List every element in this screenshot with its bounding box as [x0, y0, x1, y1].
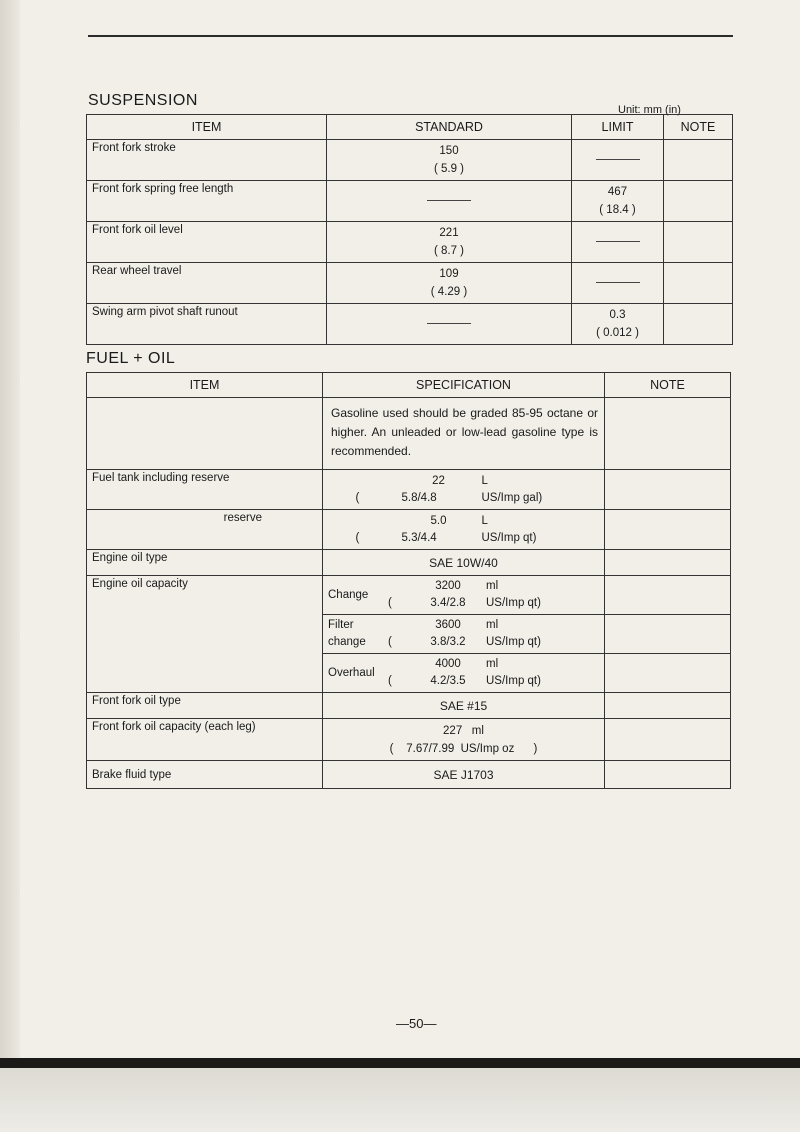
spec-unit-alt: US/Imp qt): [486, 597, 541, 609]
note-cell: [605, 693, 731, 719]
suspension-title: SUSPENSION: [88, 92, 198, 109]
spec-paren: (: [388, 636, 392, 648]
note-cell: [605, 615, 731, 654]
spec-unit-alt: US/Imp gal): [481, 492, 543, 504]
table-row: [87, 470, 731, 510]
sub-label: change: [328, 636, 366, 648]
spec-value-alt: 3.8/3.2: [430, 636, 466, 648]
standard-value: 221: [439, 227, 459, 239]
spec-paren: (: [388, 597, 392, 609]
spec-paren: (: [355, 532, 360, 544]
no-value-dash: [427, 323, 471, 324]
sub-label: Overhaul: [328, 666, 375, 679]
spec-value-alt: 5.3/4.4: [401, 532, 437, 544]
gasoline-note: Gasoline used should be graded 85-95 octane or higher. An unleaded or low-lead gasoline type is recommended.: [323, 398, 605, 470]
note-cell: [605, 654, 731, 693]
col-header-standard: STANDARD: [327, 115, 572, 140]
spec-value: 22: [432, 475, 445, 487]
no-value-dash: [427, 200, 471, 201]
note-cell: [664, 222, 733, 263]
standard-value-in: ( 4.29 ): [430, 286, 468, 298]
col-header-item: ITEM: [87, 373, 323, 398]
standard-value-in: ( 5.9 ): [433, 163, 465, 175]
suspension-table: [86, 114, 733, 345]
col-header-note: NOTE: [605, 373, 731, 398]
table-row: [87, 140, 733, 181]
fuel-oil-title: FUEL + OIL: [86, 350, 176, 367]
table-row: [87, 761, 731, 789]
note-cell: [605, 576, 731, 615]
limit-value: 467: [607, 186, 628, 198]
table-row: [87, 576, 731, 615]
standard-value: 150: [439, 145, 459, 157]
spec-paren: (: [388, 675, 392, 687]
limit-value: 0.3: [609, 309, 626, 321]
table-row: [87, 181, 733, 222]
item-cell: Rear wheel travel: [87, 263, 327, 304]
unit-label: Unit: mm (in): [618, 104, 681, 116]
spec-value: 3200: [435, 580, 461, 592]
header-rule: [88, 35, 733, 37]
note-cell: [664, 140, 733, 181]
spec-value-alt: 3.4/2.8: [430, 597, 466, 609]
spec-unit-alt: US/Imp qt): [481, 532, 537, 544]
note-cell: [605, 398, 731, 470]
no-value-dash: [596, 241, 640, 242]
item-cell: [87, 398, 323, 470]
item-cell: Front fork oil level: [87, 222, 327, 263]
spec-value: 227 ml: [443, 725, 484, 737]
fuel-oil-table: [86, 372, 731, 789]
spec-cell: SAE J1703: [323, 761, 605, 789]
note-cell: [664, 181, 733, 222]
standard-value-in: ( 8.7 ): [433, 245, 465, 257]
spec-value-alt: ( 7.67/7.99 US/Imp oz ): [389, 743, 538, 755]
table-row: [87, 693, 731, 719]
note-cell: [605, 510, 731, 550]
note-cell: [664, 263, 733, 304]
item-cell: Swing arm pivot shaft runout: [87, 304, 327, 345]
spec-unit-alt: US/Imp qt): [486, 675, 541, 687]
table-row: [87, 550, 731, 576]
limit-value-in: ( 0.012 ): [596, 327, 639, 339]
col-header-note: NOTE: [664, 115, 733, 140]
table-row: [87, 719, 731, 761]
limit-value-in: ( 18.4 ): [599, 204, 636, 216]
note-cell: [605, 470, 731, 510]
note-cell: [664, 304, 733, 345]
spec-unit: ml: [486, 619, 499, 631]
note-cell: [605, 550, 731, 576]
page-number: —50—: [396, 1016, 437, 1031]
page-gutter: [0, 0, 20, 1058]
oil-filter-change-spec: [328, 617, 599, 651]
item-cell: Front fork oil capacity (each leg): [87, 719, 323, 761]
table-row: [87, 222, 733, 263]
spec-value: 3600: [435, 619, 461, 631]
note-cell: [605, 761, 731, 789]
spec-cell: SAE 10W/40: [323, 550, 605, 576]
spec-value: 5.0: [430, 515, 447, 527]
reserve-spec: [328, 513, 599, 547]
spec-unit-alt: US/Imp qt): [486, 636, 541, 648]
spec-value-alt: 4.2/3.5: [430, 675, 466, 687]
no-value-dash: [596, 159, 640, 160]
next-page-edge: [0, 1068, 800, 1132]
item-cell: reserve: [87, 510, 323, 550]
item-cell: Front fork oil type: [87, 693, 323, 719]
spec-paren: (: [355, 492, 360, 504]
sub-label: Filter: [328, 619, 354, 631]
table-row: [87, 263, 733, 304]
item-cell: Front fork spring free length: [87, 181, 327, 222]
spec-value-alt: 5.8/4.8: [401, 492, 437, 504]
item-cell: Front fork stroke: [87, 140, 327, 181]
fuel-tank-spec: [328, 473, 599, 507]
col-header-limit: LIMIT: [572, 115, 664, 140]
item-cell: Engine oil type: [87, 550, 323, 576]
oil-overhaul-spec: [328, 656, 599, 690]
spec-unit: L: [481, 515, 488, 527]
standard-value: 109: [439, 268, 459, 280]
table-row: [87, 304, 733, 345]
oil-change-spec: [328, 578, 599, 612]
item-cell: Brake fluid type: [87, 761, 323, 789]
spec-unit: ml: [486, 580, 499, 592]
item-cell: Engine oil capacity: [87, 576, 323, 693]
no-value-dash: [596, 282, 640, 283]
col-header-item: ITEM: [87, 115, 327, 140]
spec-unit: ml: [486, 658, 499, 670]
col-header-specification: SPECIFICATION: [323, 373, 605, 398]
note-cell: [605, 719, 731, 761]
table-row: [87, 510, 731, 550]
spec-cell: SAE #15: [323, 693, 605, 719]
spec-unit: L: [481, 475, 488, 487]
sub-label: Change: [328, 588, 369, 601]
item-cell: Fuel tank including reserve: [87, 470, 323, 510]
table-row: [87, 398, 731, 470]
spec-value: 4000: [435, 658, 461, 670]
